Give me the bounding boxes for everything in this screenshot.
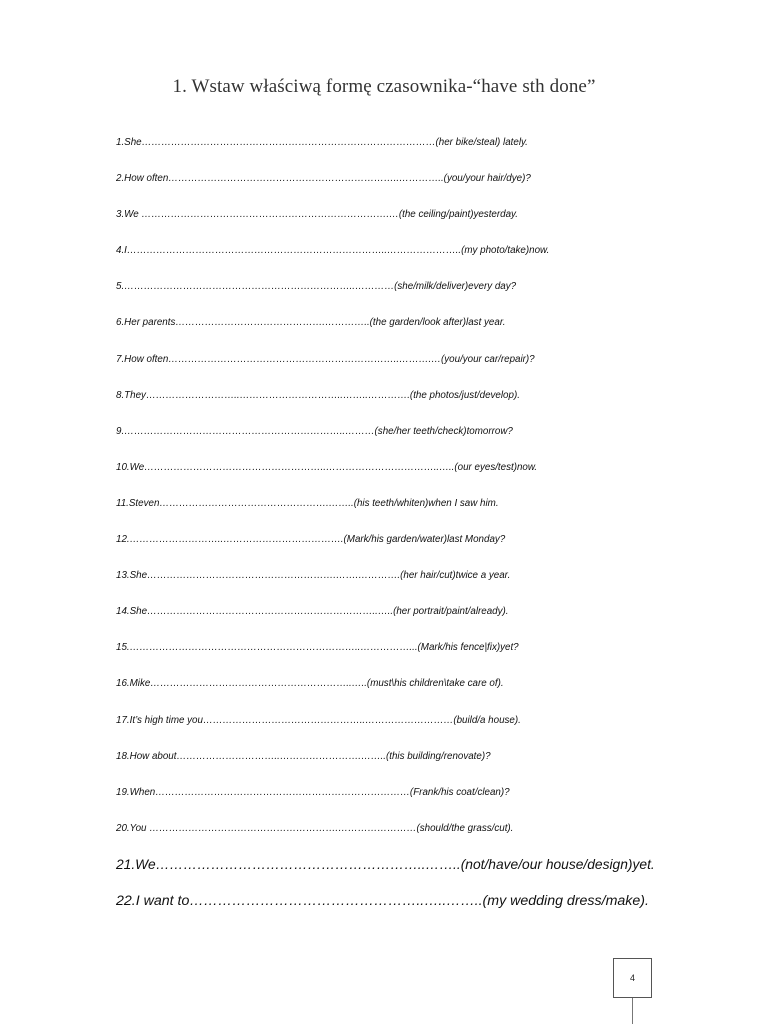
exercise-item: 22.I want to…………………………………………..…..……..(my wedding dress/make). (116, 892, 649, 909)
exercise-item: 19.When……………………………………………………………………(Frank/his coat/clean)? (116, 786, 510, 798)
page-number-divider (632, 998, 633, 1024)
exercise-item: 12.………………………..……………………………….(Mark/his garden/water)last Monday? (116, 534, 506, 546)
exercise-item: 13.She………………………………………………….…….………….(her hair/cut)twice a year. (116, 570, 511, 582)
exercise-item: 10.We………………………………………………..……………………………..…..(our eyes/test)now. (116, 461, 538, 473)
exercise-item: 1.She………………………………………………………………………………(her bike/steal) lately. (116, 137, 528, 148)
exercise-item: 18.How about…………………………..…………………….……..(this building/renovate)? (116, 750, 491, 762)
exercise-item: 16.Mike……………………………………………………..…..(must\his children\take care of). (116, 678, 504, 690)
page-number: 4 (613, 958, 652, 998)
exercise-item: 5.……………………………………………………………..…………(she/milk/deliver)every day? (116, 281, 517, 293)
exercise-item: 9.…………………………………………………………..………(she/her teeth/check)tomorrow? (116, 425, 513, 437)
exercise-item: 4.I……………………………………………………………………..…………………..(my photo/take)now. (116, 245, 550, 257)
exercise-item: 15.……………………………………………………………..……………...(Mark/his fence|fix)yet? (116, 642, 519, 654)
exercise-item: 14.She……………………………………………………………..…..(her portrait/paint/already). (116, 606, 509, 618)
exercise-item: 8.They………………………..…………………………..……..………….(the photos/just/develop). (116, 389, 520, 401)
exercise-item: 2.How often……………………………………………………………..…………..(you/your hair/dye)? (116, 173, 531, 185)
exercise-list (116, 133, 655, 927)
exercise-item: 7.How often……………………………………………………………..……….…(you/your car/repair)? (116, 353, 535, 365)
exercise-item: 11.Steven…………………………………………….……..(his teeth/whiten)when I saw him. (116, 497, 499, 509)
exercise-item: 3.We ………………………………………………………………….…(the ceiling/paint)yesterday. (116, 209, 518, 221)
exercise-heading: 1. Wstaw właściwą formę czasownika-“have sth done” (172, 76, 596, 97)
exercise-item: 20.You ………………………………………………….……………………(should/the grass/cut). (116, 822, 514, 834)
exercise-item: 6.Her parents……………………………………….…………..(the garden/look after)last year. (116, 317, 506, 329)
exercise-item: 21.We…………………………………………………..……..(not/have/our house/design)yet. (116, 856, 655, 872)
exercise-item: 17.It’s high time you…………………………………………..………………………(build/a house). (116, 714, 521, 726)
